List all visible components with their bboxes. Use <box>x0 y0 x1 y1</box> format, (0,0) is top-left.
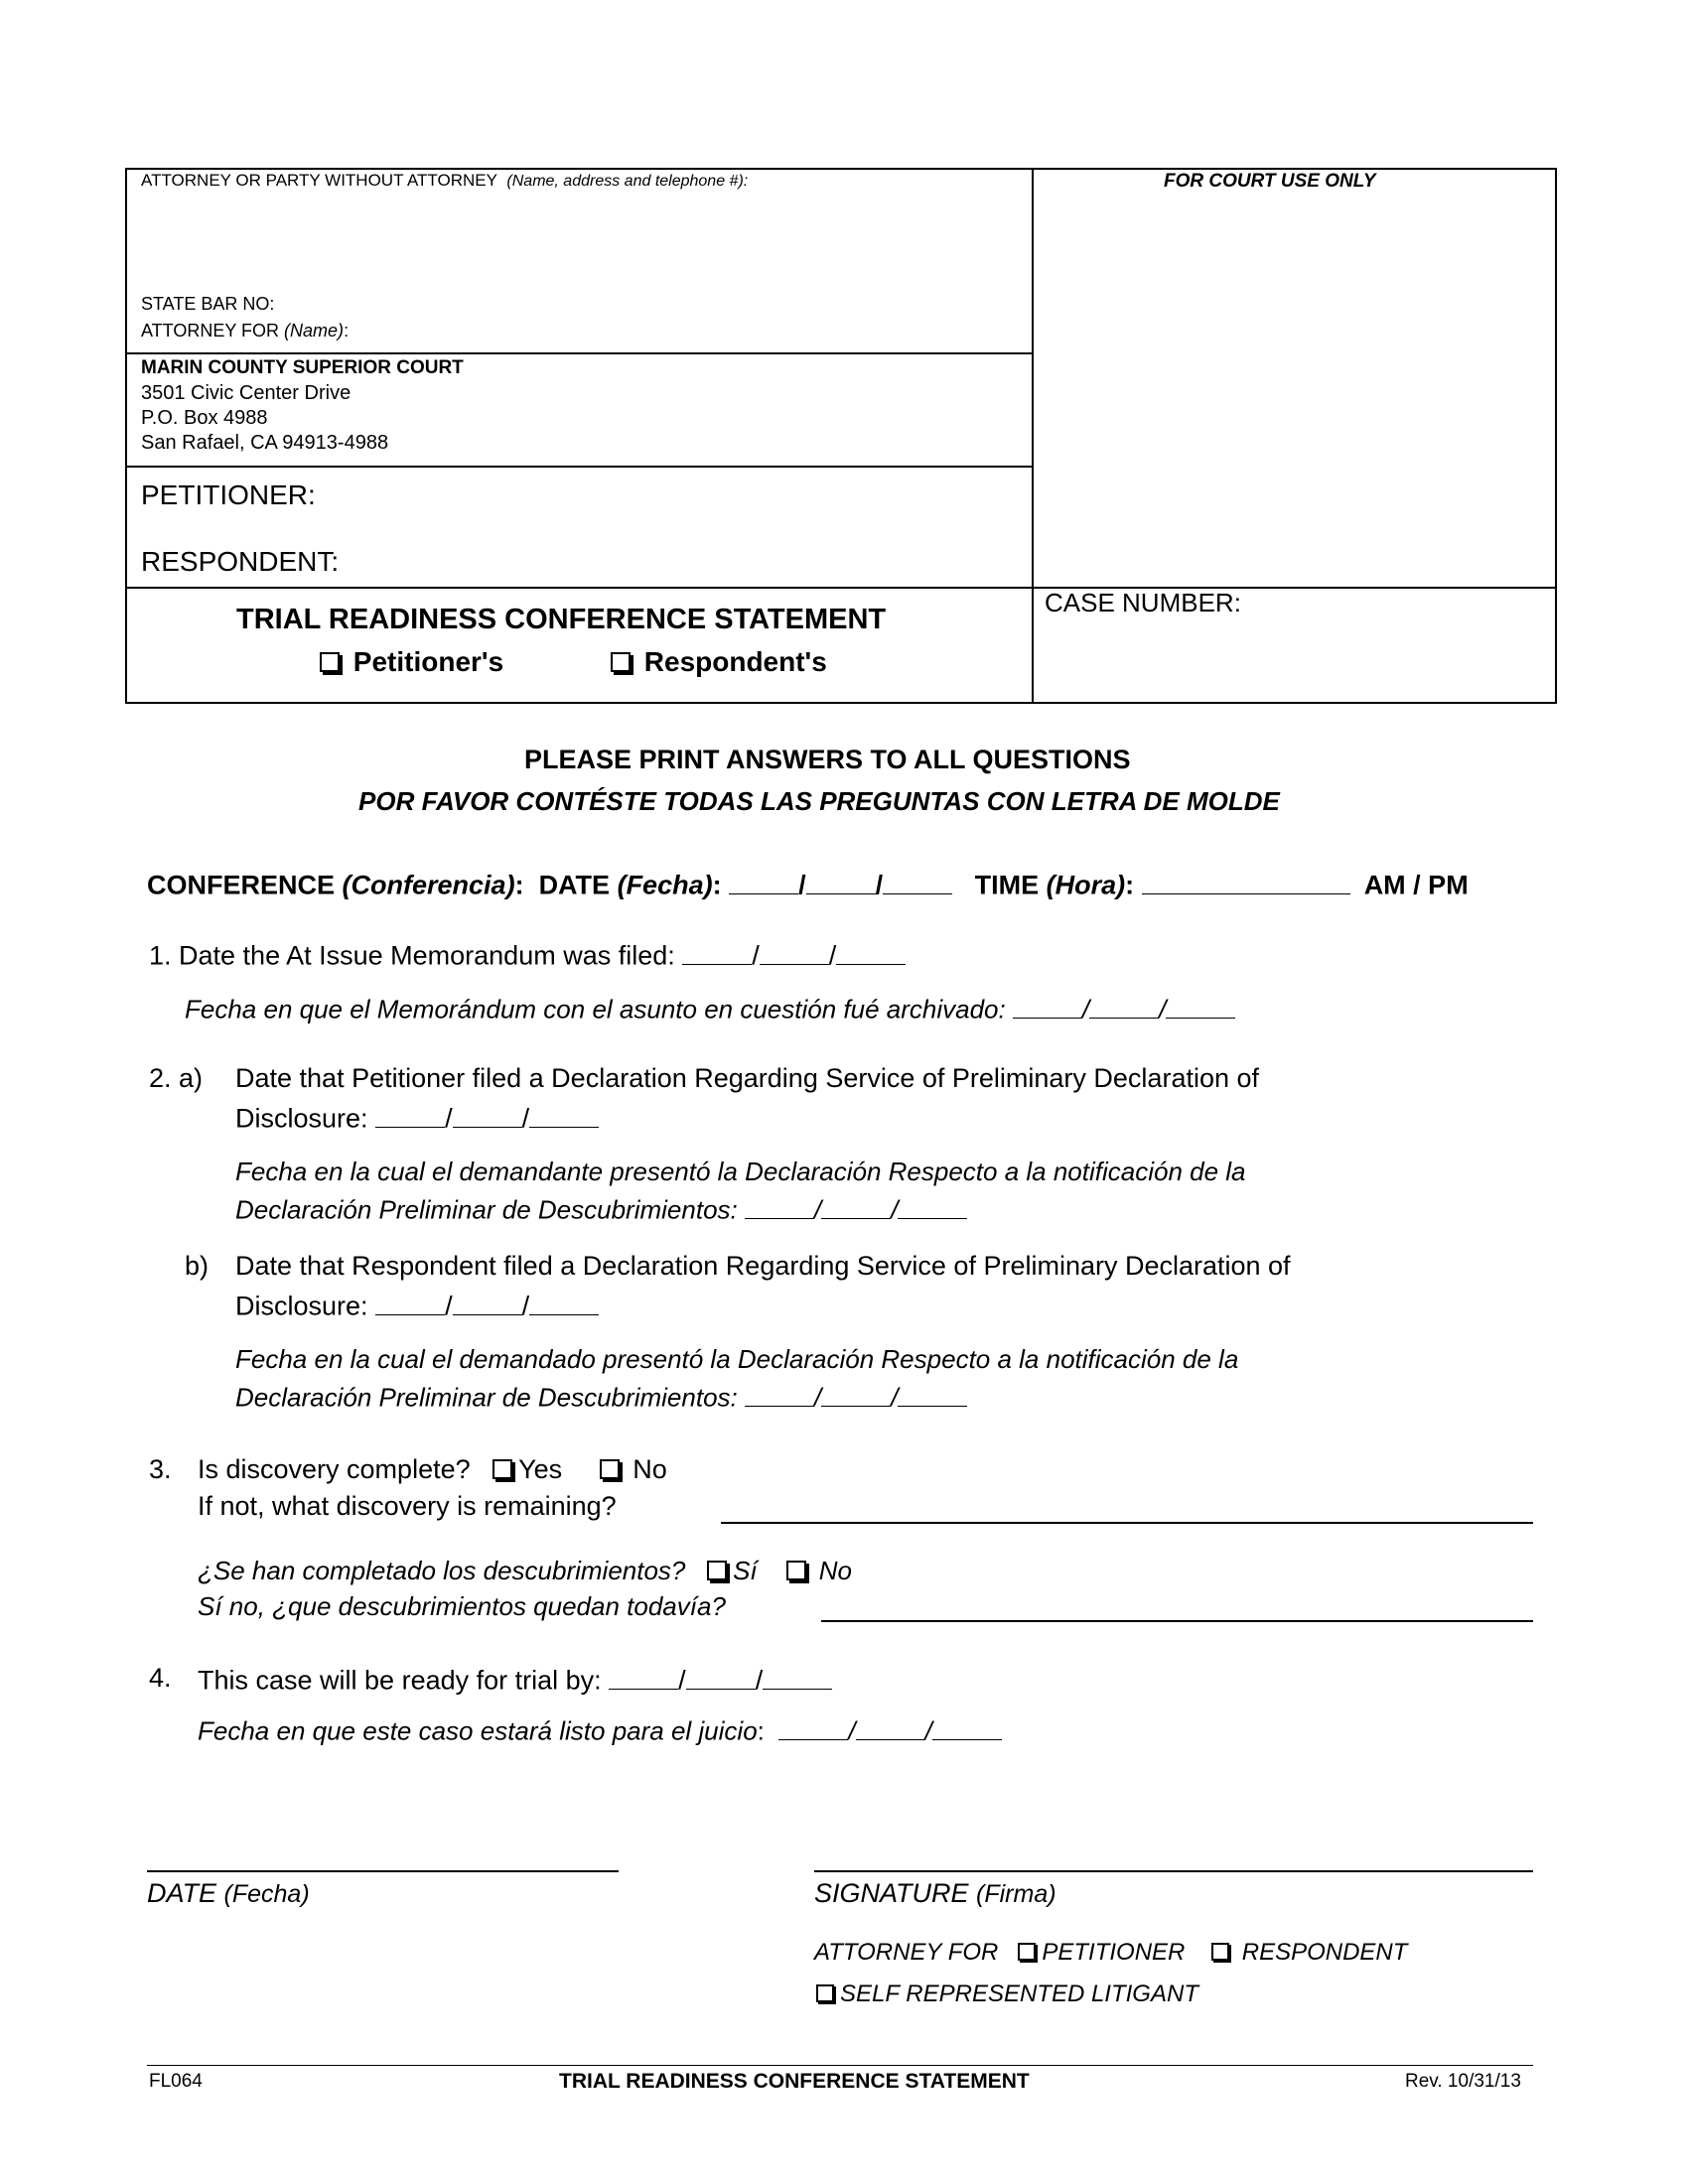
signature-field[interactable] <box>814 1870 1533 1872</box>
court-address-line2: P.O. Box 4988 <box>141 407 268 429</box>
q2b-es-year-field[interactable] <box>898 1381 967 1407</box>
respondents-option[interactable] <box>611 646 827 678</box>
petitioners-option-label: Petitioner's <box>352 646 504 677</box>
q2b-disclosure-label: Disclosure: <box>235 1291 368 1321</box>
q2a-es-line2: Declaración Preliminar de Descubrimientos: / / <box>235 1193 967 1226</box>
conference-year-field[interactable] <box>883 868 952 894</box>
q1-day-field[interactable] <box>760 938 829 965</box>
q2b-day-field[interactable] <box>453 1289 522 1315</box>
q3-no-label: No <box>633 1454 667 1484</box>
q4-text-es: Fecha en que este caso estará listo para el juicio <box>198 1715 758 1746</box>
q2b-line1: Date that Respondent filed a Declaration Regarding Service of Preliminary Declaration of <box>235 1251 1291 1281</box>
q3-es-line1 <box>198 1556 852 1586</box>
instructions-english: PLEASE PRINT ANSWERS TO ALL QUESTIONS <box>524 745 1131 774</box>
q4-es-line: Fecha en que este caso estará listo para el juicio: / / <box>198 1714 1002 1747</box>
petitioners-checkbox[interactable] <box>320 652 340 672</box>
footer-form-id: FL064 <box>149 2071 203 2092</box>
q2b-es-line2: Declaración Preliminar de Descubrimientos: / / <box>235 1381 967 1414</box>
q2a-es-year-field[interactable] <box>898 1193 967 1219</box>
q2b-year-field[interactable] <box>529 1289 599 1315</box>
q3-text-es: ¿Se han completado los descubrimientos? <box>198 1556 686 1585</box>
q2b-line2: Disclosure: / / <box>235 1289 599 1322</box>
instructions-spanish: POR FAVOR CONTÉSTE TODAS LAS PREGUNTAS CON LETRA DE MOLDE <box>358 786 1280 816</box>
q2a-year-field[interactable] <box>529 1101 599 1128</box>
q3-si-label: Sí <box>733 1556 758 1585</box>
q4-line: This case will be ready for trial by: / / <box>198 1663 832 1697</box>
q3-no-es-label: No <box>818 1556 853 1585</box>
footer-rule <box>147 2065 1533 2066</box>
q1-year-field[interactable] <box>836 938 906 965</box>
conference-label: CONFERENCE <box>147 870 336 900</box>
conference-time-es: (Hora) <box>1046 870 1126 900</box>
q2b-es-line1: Fecha en la cual el demandado presentó la Declaración Respecto a la notificación de la <box>235 1344 1239 1374</box>
date-signature-field[interactable] <box>147 1870 619 1872</box>
q2a-line2: Disclosure: / / <box>235 1101 599 1135</box>
q3-no-checkbox[interactable] <box>600 1459 620 1479</box>
respondents-option-label: Respondent's <box>643 646 827 677</box>
attorney-info-field[interactable] <box>139 197 1023 294</box>
court-address-line1: 3501 Civic Center Drive <box>141 382 352 404</box>
conference-line: CONFERENCE (Conferencia): DATE (Fecha): / / TIME (Hora): AM / PM <box>147 868 1469 901</box>
court-use-label: FOR COURT USE ONLY <box>1164 171 1376 192</box>
conference-time-label: TIME <box>974 870 1040 900</box>
case-number-label: CASE NUMBER: <box>1045 588 1241 617</box>
sig-label-es: (Firma) <box>976 1880 1056 1908</box>
petitioners-option[interactable] <box>320 646 503 678</box>
q2a-es-line1: Fecha en la cual el demandante presentó la Declaración Respecto a la notificación de la <box>235 1157 1246 1186</box>
q2b-es-day-field[interactable] <box>821 1381 891 1407</box>
state-bar-label: STATE BAR NO: <box>141 294 275 314</box>
conference-date-es: (Fecha) <box>617 870 713 900</box>
q2a-line1: Date that Petitioner filed a Declaration Regarding Service of Preliminary Declaration of <box>235 1063 1260 1093</box>
q4-es-month-field[interactable] <box>778 1714 848 1740</box>
court-use-area <box>1038 199 1549 581</box>
q2b-month-field[interactable] <box>375 1289 445 1315</box>
q1-line: 1. Date the At Issue Memorandum was filed: / / <box>149 938 906 972</box>
q4-day-field[interactable] <box>686 1663 756 1690</box>
attorney-for-text: ATTORNEY FOR <box>141 321 280 341</box>
attorney-for-option-label: ATTORNEY FOR <box>814 1939 999 1966</box>
footer-title: TRIAL READINESS CONFERENCE STATEMENT <box>559 2070 1030 2093</box>
q3-remaining-field[interactable] <box>721 1522 1533 1524</box>
q4-es-year-field[interactable] <box>932 1714 1002 1740</box>
q3-remaining-label: If not, what discovery is remaining? <box>198 1491 617 1521</box>
q1-text: 1. Date the At Issue Memorandum was filed: <box>149 940 675 971</box>
footer-revision: Rev. 10/31/13 <box>1405 2071 1521 2092</box>
conference-ampm: AM / PM <box>1363 870 1469 900</box>
q3-text: Is discovery complete? <box>198 1454 471 1484</box>
signature-label <box>814 1878 1056 1909</box>
court-name: MARIN COUNTY SUPERIOR COURT <box>141 357 464 378</box>
attorney-for-colon: : <box>344 321 350 341</box>
q1-es-year-field[interactable] <box>1166 993 1235 1019</box>
q4-text: This case will be ready for trial by: <box>198 1665 602 1696</box>
date-label: DATE <box>147 1878 217 1908</box>
date-label-es: (Fecha) <box>223 1880 310 1908</box>
attorney-for-options <box>814 1939 1407 1967</box>
q1-text-es: Fecha en que el Memorándum con el asunto en cuestión fué archivado: <box>185 994 1006 1024</box>
attorney-label <box>141 171 748 191</box>
q1-es-month-field[interactable] <box>1013 993 1082 1019</box>
q1-month-field[interactable] <box>682 938 752 965</box>
q2a-day-field[interactable] <box>453 1101 522 1128</box>
q3-line1 <box>198 1454 667 1485</box>
respondents-checkbox[interactable] <box>611 652 631 672</box>
conference-label-es: (Conferencia) <box>342 870 515 900</box>
sig-label: SIGNATURE <box>814 1878 969 1908</box>
q2a-es-day-field[interactable] <box>821 1193 891 1219</box>
conference-time-field[interactable] <box>1142 868 1350 894</box>
q2a-number: 2. a) <box>149 1063 204 1093</box>
q3-si-checkbox[interactable] <box>707 1561 727 1580</box>
q3-no-es-checkbox[interactable] <box>786 1561 806 1580</box>
q2b-es-label: Declaración Preliminar de Descubrimientos: <box>235 1382 738 1413</box>
q2a-month-field[interactable] <box>375 1101 445 1128</box>
form-title: TRIAL READINESS CONFERENCE STATEMENT <box>236 604 887 635</box>
q3-remaining-es-label: Sí no, ¿que descubrimientos quedan todavía? <box>198 1591 726 1621</box>
respondent-option-label: RESPONDENT <box>1241 1939 1408 1966</box>
attorney-for-hint: (Name) <box>284 321 345 341</box>
q2b-number: b) <box>185 1251 210 1281</box>
q4-number: 4. <box>149 1663 172 1693</box>
conference-month-field[interactable] <box>729 868 798 894</box>
respondent-checkbox[interactable] <box>1211 1943 1229 1961</box>
self-rep-label: SELF REPRESENTED LITIGANT <box>840 1980 1198 2007</box>
petitioner-option-label: PETITIONER <box>1042 1939 1186 1966</box>
q4-year-field[interactable] <box>763 1663 832 1690</box>
q4-es-day-field[interactable] <box>856 1714 925 1740</box>
self-rep-checkbox[interactable] <box>816 1984 834 2002</box>
conference-date-label: DATE <box>538 870 611 900</box>
q1-line-es: Fecha en que el Memorándum con el asunto en cuestión fué archivado: / / <box>185 993 1235 1025</box>
divider-parties-title <box>125 587 1557 589</box>
petitioner-label: PETITIONER: <box>141 479 316 510</box>
date-signature-label <box>147 1878 310 1909</box>
respondent-label: RESPONDENT: <box>141 546 340 577</box>
q2a-disclosure-label: Disclosure: <box>235 1103 368 1134</box>
q3-number: 3. <box>149 1454 172 1484</box>
q2a-es-month-field[interactable] <box>745 1193 814 1219</box>
q3-yes-checkbox[interactable] <box>492 1459 512 1479</box>
divider-court-parties <box>125 466 1033 468</box>
attorney-hint: (Name, address and telephone #): <box>506 173 749 190</box>
attorney-label-text: ATTORNEY OR PARTY WITHOUT ATTORNEY <box>141 171 497 190</box>
caption-divider-vertical <box>1032 168 1034 704</box>
q2b-es-month-field[interactable] <box>745 1381 814 1407</box>
conference-day-field[interactable] <box>806 868 876 894</box>
q3-yes-label: Yes <box>518 1454 563 1484</box>
petitioner-checkbox[interactable] <box>1018 1943 1036 1961</box>
q1-es-day-field[interactable] <box>1089 993 1159 1019</box>
divider-attorney-court <box>125 352 1033 354</box>
q3-remaining-es-field[interactable] <box>821 1620 1533 1622</box>
q4-month-field[interactable] <box>609 1663 678 1690</box>
court-address-line3: San Rafael, CA 94913-4988 <box>141 432 389 454</box>
attorney-for-label <box>141 321 349 341</box>
self-rep-option <box>816 1980 1198 2008</box>
q2a-es-label: Declaración Preliminar de Descubrimientos: <box>235 1194 738 1225</box>
